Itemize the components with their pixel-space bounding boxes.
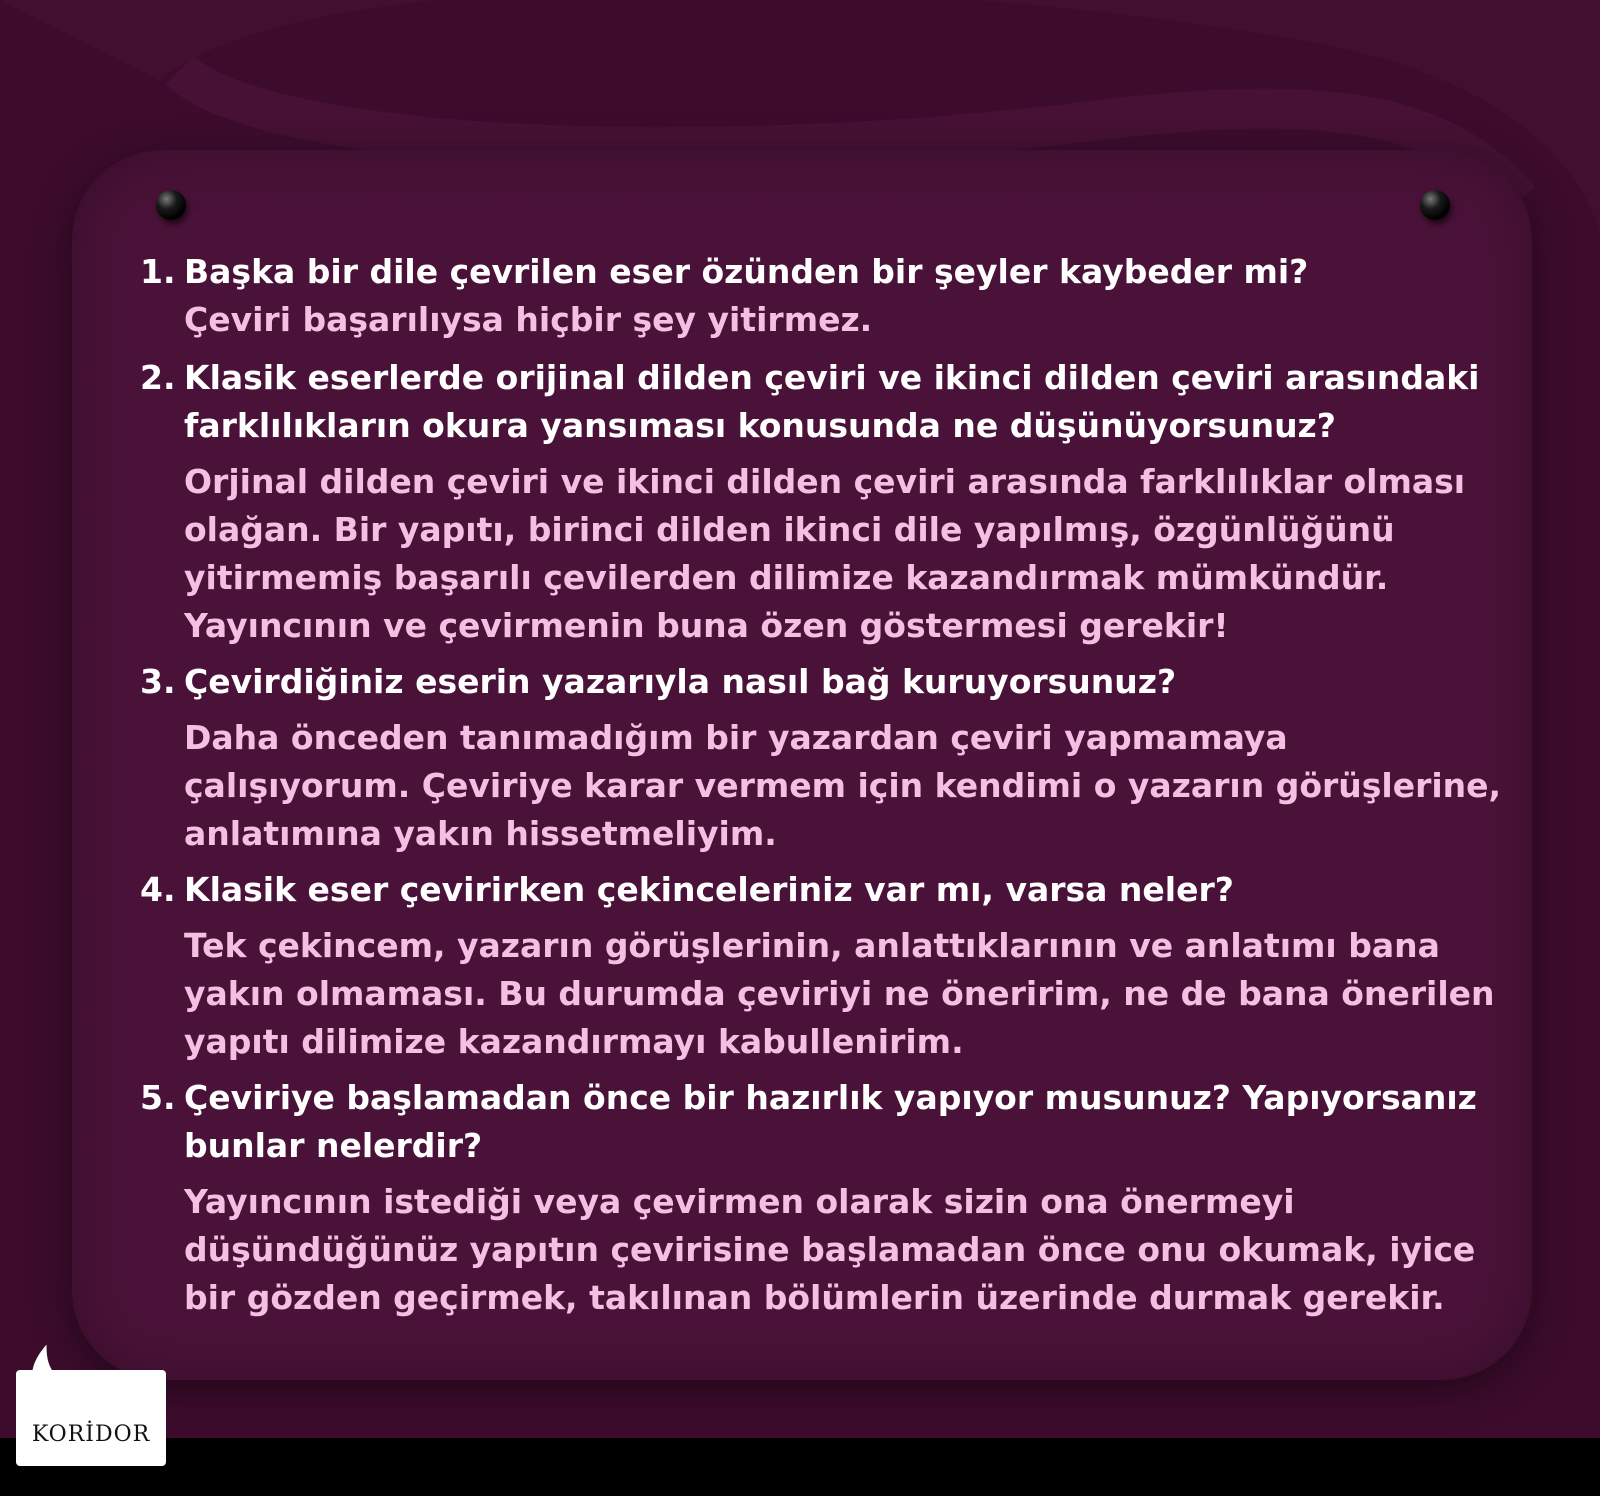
item-number: 3.	[140, 662, 176, 701]
qa-item	[140, 866, 1520, 1066]
answer-text: Tek çekincem, yazarın görüşlerinin, anlattıklarının ve anlatımı bana yakın olmaması. Bu durumda çeviriyi ne öneririm, ne de bana önerilen yapıtı dilimize kazandırmayı kabullenirim.	[184, 926, 1495, 1061]
answer-text: Orjinal dilden çeviri ve ikinci dilden çeviri arasında farklılıklar olması olağan. Bir yapıtı, birinci dilden ikinci dile yapılmış, özgünlüğünü yitirmemiş başarılı çevilerden dilimize kazandırmak mümkündür. Yayıncının ve çevirmenin buna özen göstermesi gerekir!	[184, 462, 1466, 645]
koridor-logo	[16, 1370, 166, 1466]
item-number: 4.	[140, 870, 176, 909]
item-number: 1.	[140, 252, 176, 291]
qa-list	[140, 248, 1520, 1322]
question-text: Klasik eserlerde orijinal dilden çeviri ve ikinci dilden çeviri arasındaki farklılıkların okura yansıması konusunda ne düşünüyorsunuz?	[184, 358, 1480, 445]
logo-swoosh-icon	[16, 1338, 166, 1408]
pin-icon	[1420, 190, 1450, 220]
item-number: 2.	[140, 358, 176, 397]
pin-icon	[156, 190, 186, 220]
qa-item	[140, 658, 1520, 858]
answer-text: Daha önceden tanımadığım bir yazardan çeviri yapmamaya çalışıyorum. Çeviriye karar vermem için kendimi o yazarın görüşlerine, anlatımına yakın hissetmeliyim.	[184, 718, 1502, 853]
question-text: Başka bir dile çevrilen eser özünden bir şeyler kaybeder mi?	[184, 252, 1309, 291]
logo-text: KORİDOR	[31, 1422, 151, 1447]
question-text: Klasik eser çevirirken çekinceleriniz var mı, varsa neler?	[184, 870, 1234, 909]
qa-item	[140, 248, 1520, 344]
qa-item	[140, 1074, 1520, 1322]
question-text: Çeviriye başlamadan önce bir hazırlık yapıyor musunuz? Yapıyorsanız bunlar nelerdir?	[184, 1078, 1477, 1165]
answer-text: Çeviri başarılıysa hiçbir şey yitirmez.	[184, 300, 873, 339]
bottom-bar	[0, 1438, 1600, 1496]
qa-item	[140, 354, 1520, 650]
item-number: 5.	[140, 1078, 176, 1117]
answer-text: Yayıncının istediği veya çevirmen olarak sizin ona önermeyi düşündüğünüz yapıtın çevirisine başlamadan önce onu okumak, iyice bir gözden geçirmek, takılınan bölümlerin üzerinde durmak gerekir.	[184, 1182, 1476, 1317]
question-text: Çevirdiğiniz eserin yazarıyla nasıl bağ kuruyorsunuz?	[184, 662, 1177, 701]
